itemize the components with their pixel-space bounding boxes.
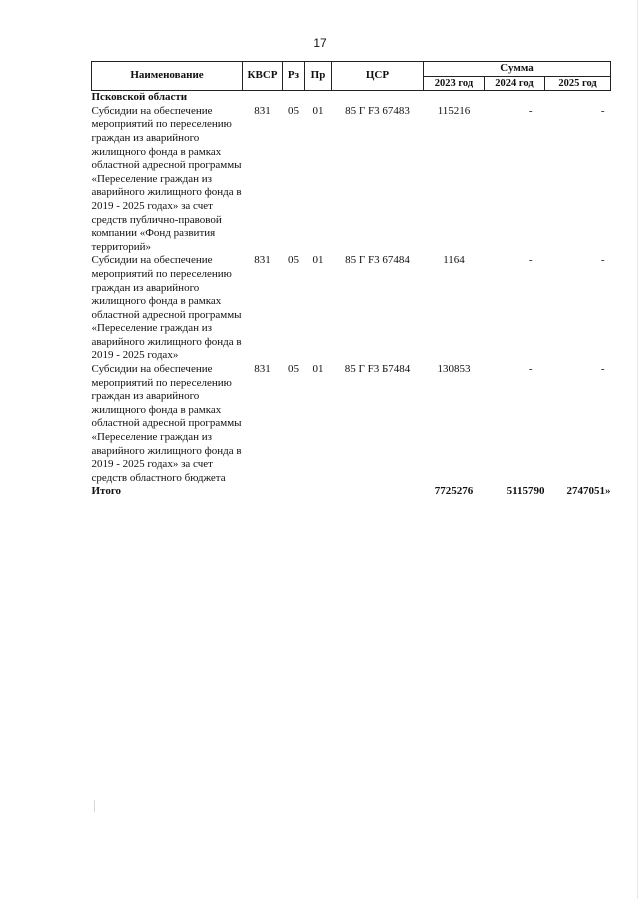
section-title: Псковской области	[91, 91, 188, 104]
total-2025: 2747051»	[566, 485, 611, 498]
row-name: Субсидии на обеспечение мероприятий по переселению граждан из аварийного жилищного фонда в рамках областной адресной программы «Переселение граждан из аварийного жилищного фонда в 2019 - 2025 годах» за счет средств областного бюджета	[91, 363, 242, 484]
table-row	[92, 105, 611, 255]
header-pr: Пр	[305, 62, 332, 91]
row-rz: 05	[288, 254, 299, 267]
row-rz: 05	[288, 104, 299, 117]
row-rz: 05	[288, 363, 299, 376]
row-2023: 130853	[437, 363, 471, 376]
header-year-2023: 2023 год	[424, 76, 485, 91]
row-kvsr: 831	[254, 254, 271, 267]
header-year-2024: 2024 год	[485, 76, 545, 91]
total-2024: 5115790	[506, 485, 545, 498]
scan-edge-line	[637, 0, 638, 899]
row-kvsr: 831	[254, 104, 271, 117]
table-row	[92, 254, 611, 363]
row-2023: 1164	[443, 254, 465, 267]
row-2024: -	[528, 104, 533, 117]
row-2024: -	[528, 363, 533, 376]
row-2025: -	[600, 363, 605, 376]
header-year-2025: 2025 год	[545, 76, 611, 91]
header-name: Наименование	[92, 62, 243, 91]
page-number: 17	[313, 36, 327, 50]
row-pr: 01	[312, 104, 324, 117]
header-kvsr: КВСР	[243, 62, 283, 91]
row-pr: 01	[312, 254, 324, 267]
total-row	[92, 485, 611, 499]
scan-artifact-mark	[94, 800, 95, 812]
row-kvsr: 831	[254, 363, 271, 376]
header-sum: Сумма	[424, 62, 611, 77]
table-row	[92, 363, 611, 485]
row-2023: 115216	[437, 104, 471, 117]
row-2025: -	[600, 254, 605, 267]
budget-table	[91, 61, 611, 499]
row-csr: 85 Г F3 67483	[345, 104, 410, 117]
row-csr: 85 Г F3 67484	[345, 254, 410, 267]
row-csr: 85 Г F3 Б7484	[344, 363, 411, 376]
row-pr: 01	[312, 363, 324, 376]
header-csr: ЦСР	[332, 62, 424, 91]
section-row	[92, 91, 611, 105]
row-name: Субсидии на обеспечение мероприятий по переселению граждан из аварийного жилищного фонда в рамках областной адресной программы «Переселение граждан из аварийного жилищного фонда в 2019 - 2025 годах»	[91, 254, 242, 362]
row-2025: -	[600, 104, 605, 117]
header-rz: Рз	[283, 62, 305, 91]
row-2024: -	[528, 254, 533, 267]
row-name: Субсидии на обеспечение мероприятий по переселению граждан из аварийного жилищного фонда в рамках областной адресной программы «Переселение граждан из аварийного жилищного фонда в 2019 - 2025 годах» за счет средств публично-правовой компании «Фонд развития территорий»	[91, 104, 242, 253]
total-2023: 7725276	[434, 485, 474, 498]
total-label: Итого	[91, 485, 122, 498]
